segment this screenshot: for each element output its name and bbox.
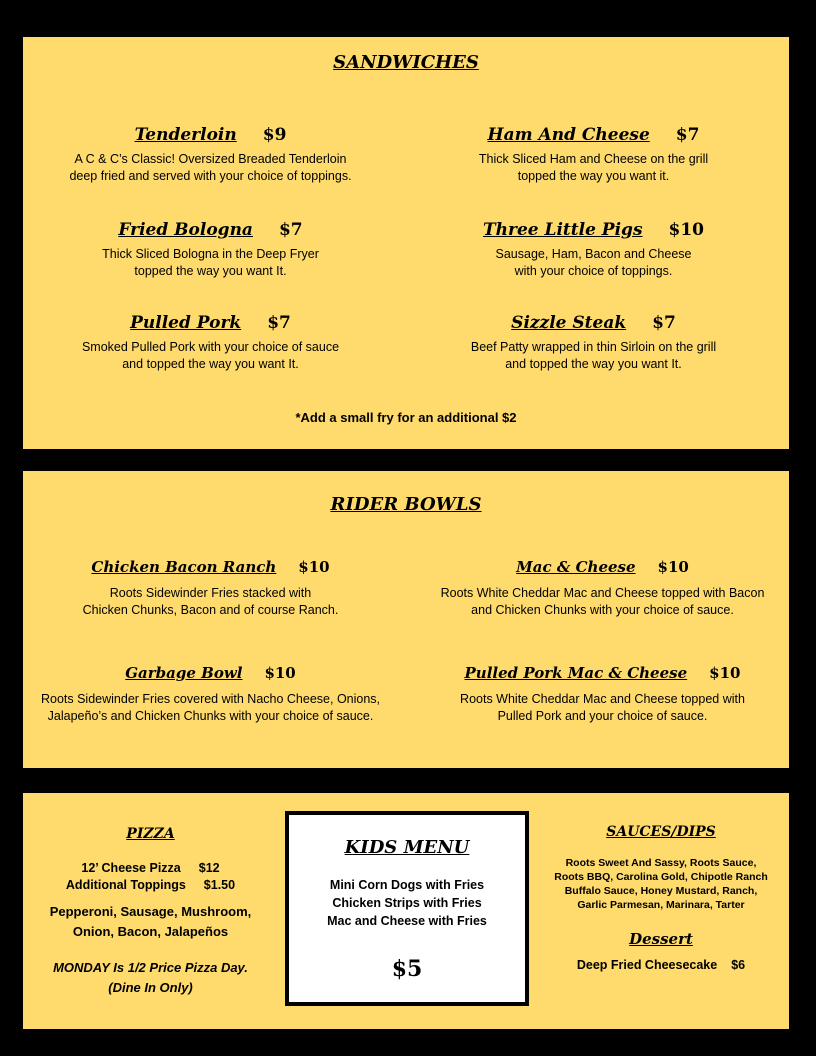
- item-desc: Roots Sidewinder Fries covered with Nacho Cheese, Onions,: [40, 692, 381, 706]
- item-desc: Thick Sliced Bologna in the Deep Fryer: [102, 247, 319, 261]
- item-desc: and Chicken Chunks with your choice of sauce.: [471, 603, 734, 617]
- item-desc: Pulled Pork and your choice of sauce.: [497, 709, 708, 723]
- sauce-line: Roots BBQ, Carolina Gold, Chipotle Ranch: [554, 871, 768, 883]
- menu-item-pulled-pork: [23, 313, 398, 373]
- pizza-title: PIZZA: [126, 826, 175, 842]
- pizza-section: [23, 826, 278, 998]
- item-name: Three Little Pigs: [482, 220, 643, 240]
- sandwiches-title: SANDWICHES: [333, 52, 479, 73]
- item-desc: A C & C’s Classic! Oversized Breaded Tenderloin: [74, 152, 347, 166]
- rider-bowls-panel: [23, 471, 789, 768]
- menu-item-chicken-bacon-ranch: [23, 558, 398, 619]
- item-desc: topped the way you want it.: [517, 169, 670, 183]
- menu-item-pulled-pork-mac-and-cheese: [416, 664, 789, 725]
- pizza-toppings-line: [23, 877, 278, 894]
- item-desc: Roots White Cheddar Mac and Cheese topped with: [460, 692, 745, 706]
- menu-item-sizzle-steak: [398, 313, 789, 373]
- kids-menu-title: KIDS MENU: [344, 837, 470, 858]
- item-desc: Chicken Chunks, Bacon and of course Ranch.: [82, 603, 339, 617]
- pizza-toppings-label: Additional Toppings: [65, 878, 186, 892]
- kids-menu-box: [285, 811, 529, 1006]
- item-price: $10: [668, 220, 705, 240]
- pizza-toppings-list: Onion, Bacon, Jalapeños: [72, 924, 229, 939]
- item-price: $9: [262, 125, 287, 145]
- menu-item-garbage-bowl: [23, 664, 398, 725]
- sauce-line: Garlic Parmesan, Marinara, Tarter: [577, 899, 745, 911]
- item-name: Pulled Pork: [130, 313, 242, 333]
- item-desc: deep fried and served with your choice of toppings.: [69, 169, 352, 183]
- item-name: Fried Bologna: [118, 220, 253, 240]
- sauces-title: SAUCES/DIPS: [606, 824, 716, 840]
- item-name: Garbage Bowl: [125, 664, 243, 682]
- item-desc: Sausage, Ham, Bacon and Cheese: [495, 247, 692, 261]
- item-name: Chicken Bacon Ranch: [91, 558, 277, 576]
- item-desc: and topped the way you want It.: [505, 357, 682, 371]
- pizza-promo-note: (Dine In Only): [108, 980, 193, 995]
- pizza-cheese-price: $12: [198, 861, 220, 875]
- pizza-cheese-label: 12’ Cheese Pizza: [81, 861, 181, 875]
- menu-item-ham-and-cheese: [398, 125, 789, 185]
- pizza-toppings-price: $1.50: [203, 878, 236, 892]
- item-desc: Roots Sidewinder Fries stacked with: [109, 586, 312, 600]
- item-name: Tenderloin: [134, 125, 237, 145]
- dessert-name: Deep Fried Cheesecake: [576, 958, 718, 972]
- kids-item: Mac and Cheese with Fries: [327, 914, 487, 928]
- item-price: $10: [264, 664, 296, 682]
- item-price: $7: [267, 313, 291, 333]
- menu-item-tenderloin: [23, 125, 398, 185]
- item-desc: with your choice of toppings.: [514, 264, 673, 278]
- sauce-line: Roots Sweet And Sassy, Roots Sauce,: [565, 857, 757, 869]
- item-name: Ham And Cheese: [487, 125, 650, 145]
- item-desc: Beef Patty wrapped in thin Sirloin on the grill: [470, 340, 717, 354]
- kids-item: Chicken Strips with Fries: [332, 896, 482, 910]
- item-name: Mac & Cheese: [516, 558, 636, 576]
- add-fry-note: *Add a small fry for an additional $2: [295, 410, 517, 425]
- item-desc: topped the way you want It.: [134, 264, 287, 278]
- menu-item-fried-bologna: [23, 220, 398, 280]
- sandwiches-panel: [23, 37, 789, 449]
- sauces-section: [533, 824, 789, 972]
- item-price: $7: [675, 125, 700, 145]
- menu-item-mac-and-cheese: [416, 558, 789, 619]
- item-price: $10: [657, 558, 689, 576]
- pizza-cheese-line: [23, 860, 278, 877]
- item-desc: Roots White Cheddar Mac and Cheese topped with Bacon: [440, 586, 765, 600]
- item-desc: Thick Sliced Ham and Cheese on the grill: [478, 152, 709, 166]
- kids-item: Mini Corn Dogs with Fries: [329, 878, 485, 892]
- item-name: Pulled Pork Mac & Cheese: [464, 664, 688, 682]
- rider-bowls-title: RIDER BOWLS: [330, 494, 482, 515]
- item-price: $7: [278, 220, 303, 240]
- item-price: $7: [652, 313, 676, 333]
- menu-item-three-little-pigs: [398, 220, 789, 280]
- pizza-toppings-list: Pepperoni, Sausage, Mushroom,: [49, 904, 252, 919]
- pizza-promo: MONDAY Is 1/2 Price Pizza Day.: [53, 960, 248, 975]
- dessert-title: Dessert: [629, 930, 693, 948]
- item-desc: Jalapeño’s and Chicken Chunks with your choice of sauce.: [47, 709, 374, 723]
- item-desc: Smoked Pulled Pork with your choice of sauce: [81, 340, 340, 354]
- item-name: Sizzle Steak: [511, 313, 627, 333]
- dessert-item: [533, 958, 789, 972]
- dessert-price: $6: [731, 958, 746, 972]
- item-price: $10: [709, 664, 741, 682]
- sauce-line: Buffalo Sauce, Honey Mustard, Ranch,: [564, 885, 758, 897]
- kids-price: $5: [391, 956, 423, 982]
- item-desc: and topped the way you want It.: [122, 357, 299, 371]
- item-price: $10: [298, 558, 330, 576]
